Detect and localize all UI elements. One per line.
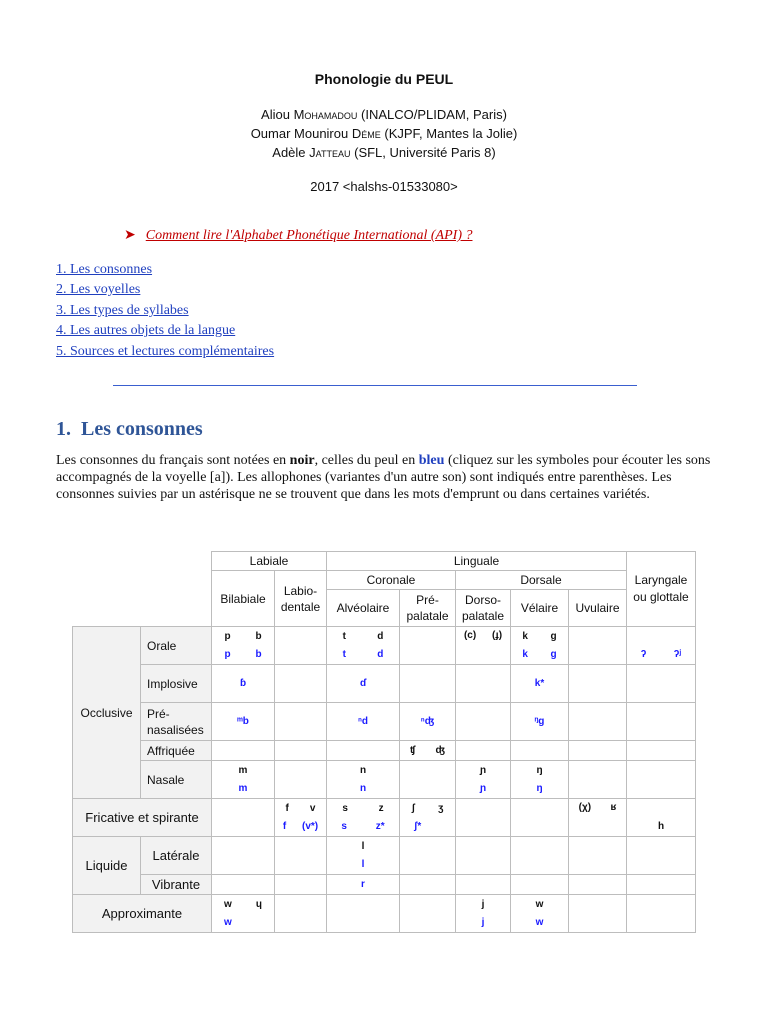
- phoneme-peul[interactable]: j: [481, 916, 485, 928]
- row-nasale: Nasale: [141, 761, 212, 799]
- phoneme-peul[interactable]: w: [535, 916, 544, 928]
- phoneme: ʁ: [610, 802, 617, 813]
- phoneme: ʒ: [438, 802, 444, 814]
- phoneme: ʃ: [411, 802, 415, 814]
- header-velaire: Vélaire: [511, 590, 569, 627]
- phoneme: ɲ: [479, 764, 487, 776]
- section-heading: 1. Les consonnes: [56, 418, 203, 440]
- phoneme-peul[interactable]: z*: [375, 820, 385, 832]
- phoneme-peul[interactable]: r: [361, 878, 365, 890]
- toc-link-autres-objets[interactable]: 4. Les autres objets de la langue: [56, 323, 236, 338]
- phoneme: ŋ: [536, 764, 543, 776]
- phoneme-peul[interactable]: ʤ: [435, 744, 445, 756]
- phoneme-peul[interactable]: h: [657, 821, 665, 832]
- header-dorsopalatale: Dorso-palatale: [456, 590, 511, 627]
- phoneme-peul[interactable]: l: [361, 858, 365, 870]
- phoneme: z: [378, 802, 384, 814]
- row-prenasalisees: Pré-nasalisées: [141, 703, 212, 741]
- phoneme-peul[interactable]: ʃ*: [414, 820, 422, 832]
- header-laryngale: Laryngale ou glottale: [627, 552, 696, 627]
- phoneme: p: [224, 630, 231, 642]
- row-approximante: Approximante: [73, 895, 212, 933]
- phoneme-peul[interactable]: ʔ: [640, 649, 647, 660]
- toc-link-sources[interactable]: 5. Sources et lectures complémentaires: [56, 344, 275, 359]
- consonant-table: [72, 551, 696, 933]
- phoneme: f: [285, 802, 289, 814]
- phoneme-peul[interactable]: ᵐb: [237, 715, 249, 727]
- phoneme-peul[interactable]: k*: [534, 677, 545, 689]
- phoneme: s: [342, 802, 348, 814]
- phoneme: (c): [463, 630, 477, 641]
- header-dorsale: Dorsale: [456, 571, 627, 590]
- header-labiale: Labiale: [212, 552, 327, 571]
- header-uvulaire: Uvulaire: [569, 590, 627, 627]
- phoneme-peul[interactable]: ɓ: [239, 677, 247, 689]
- header-linguale: Linguale: [327, 552, 627, 571]
- phoneme: v: [309, 802, 316, 814]
- phoneme-peul[interactable]: ⁿd: [357, 715, 369, 727]
- api-link-line: [124, 227, 472, 244]
- phoneme: d: [377, 630, 384, 642]
- phoneme: n: [359, 764, 367, 776]
- phoneme-peul[interactable]: (v*): [301, 820, 319, 832]
- phoneme-peul[interactable]: ɗ: [359, 677, 367, 689]
- phoneme: g: [550, 630, 557, 642]
- header-prepalatale: Pré-palatale: [400, 590, 456, 627]
- phoneme: l: [361, 840, 365, 852]
- phoneme-peul[interactable]: ᵑg: [534, 715, 545, 727]
- phoneme-peul[interactable]: b: [255, 648, 262, 660]
- reference-id: 2017 <halshs-01533080>: [310, 179, 458, 194]
- phoneme: (ɟ): [492, 630, 503, 641]
- phoneme-peul[interactable]: ŋ: [536, 782, 543, 794]
- arrow-bullet-icon: ➤: [124, 228, 136, 243]
- intro-paragraph: Les consonnes du français sont notées en noir, celles du peul en bleu (cliquez sur les symboles pour écouter les sons accompagnés de la voyelle [a]). Les allophones (variantes d'un autre son) sont indiqués entre parenthèses. Les consonnes suivies par un astérisque ne se trouvent que dans les mots d'emprunt ou dans certaines variétés.: [56, 453, 711, 502]
- row-vibrante: Vibrante: [141, 875, 212, 895]
- phoneme: ɥ: [255, 898, 262, 910]
- toc-link-consonnes[interactable]: 1. Les consonnes: [56, 262, 153, 277]
- phoneme-peul[interactable]: p: [224, 648, 231, 660]
- row-laterale: Latérale: [141, 837, 212, 875]
- header-alveolaire: Alvéolaire: [327, 590, 400, 627]
- phoneme: m: [238, 764, 248, 776]
- toc-link-syllabes[interactable]: 3. Les types de syllabes: [56, 303, 189, 318]
- phoneme-peul[interactable]: w: [224, 916, 232, 928]
- author-line: Adèle Jatteau (SFL, Université Paris 8): [272, 145, 496, 160]
- phoneme-peul[interactable]: k: [522, 648, 528, 660]
- phoneme-peul[interactable]: ⁿʤ: [420, 715, 435, 727]
- header-coronale: Coronale: [327, 571, 456, 590]
- row-liquide: Liquide: [73, 837, 141, 895]
- phoneme-peul[interactable]: n: [359, 782, 367, 794]
- phoneme: k: [522, 630, 528, 642]
- api-link[interactable]: Comment lire l'Alphabet Phonétique International (API) ?: [145, 228, 473, 243]
- document-title: Phonologie du PEUL: [314, 71, 454, 87]
- header-labiodentale: Labio-dentale: [275, 571, 327, 627]
- phoneme-peul[interactable]: s: [341, 820, 347, 832]
- phoneme: w: [224, 898, 232, 910]
- row-affriquee: Affriquée: [141, 741, 212, 761]
- phoneme-peul[interactable]: m: [238, 782, 248, 794]
- phoneme: w: [535, 898, 544, 910]
- phoneme-peul[interactable]: ʧ: [410, 744, 416, 756]
- divider-line: [113, 385, 637, 386]
- toc-link-voyelles[interactable]: 2. Les voyelles: [56, 282, 141, 297]
- phoneme-peul[interactable]: d: [377, 648, 384, 660]
- row-orale: Orale: [141, 627, 212, 665]
- phoneme: (χ): [578, 802, 592, 813]
- phoneme-peul[interactable]: f: [282, 820, 287, 832]
- author-line: Aliou Mohamadou (INALCO/PLIDAM, Paris): [261, 107, 507, 122]
- header-bilabiale: Bilabiale: [212, 571, 275, 627]
- phoneme: b: [255, 630, 262, 642]
- phoneme-peul[interactable]: ɲ: [479, 782, 487, 794]
- row-implosive: Implosive: [141, 665, 212, 703]
- phoneme-peul[interactable]: ʔʲ: [673, 649, 682, 660]
- phoneme-peul[interactable]: t: [342, 648, 346, 660]
- phoneme-peul[interactable]: g: [550, 648, 557, 660]
- row-fricative: Fricative et spirante: [73, 799, 212, 837]
- phoneme: t: [342, 630, 346, 642]
- phoneme: j: [481, 898, 485, 910]
- row-occlusive: Occlusive: [73, 627, 141, 799]
- author-line: Oumar Mounirou Déme (KJPF, Mantes la Jolie): [250, 126, 518, 141]
